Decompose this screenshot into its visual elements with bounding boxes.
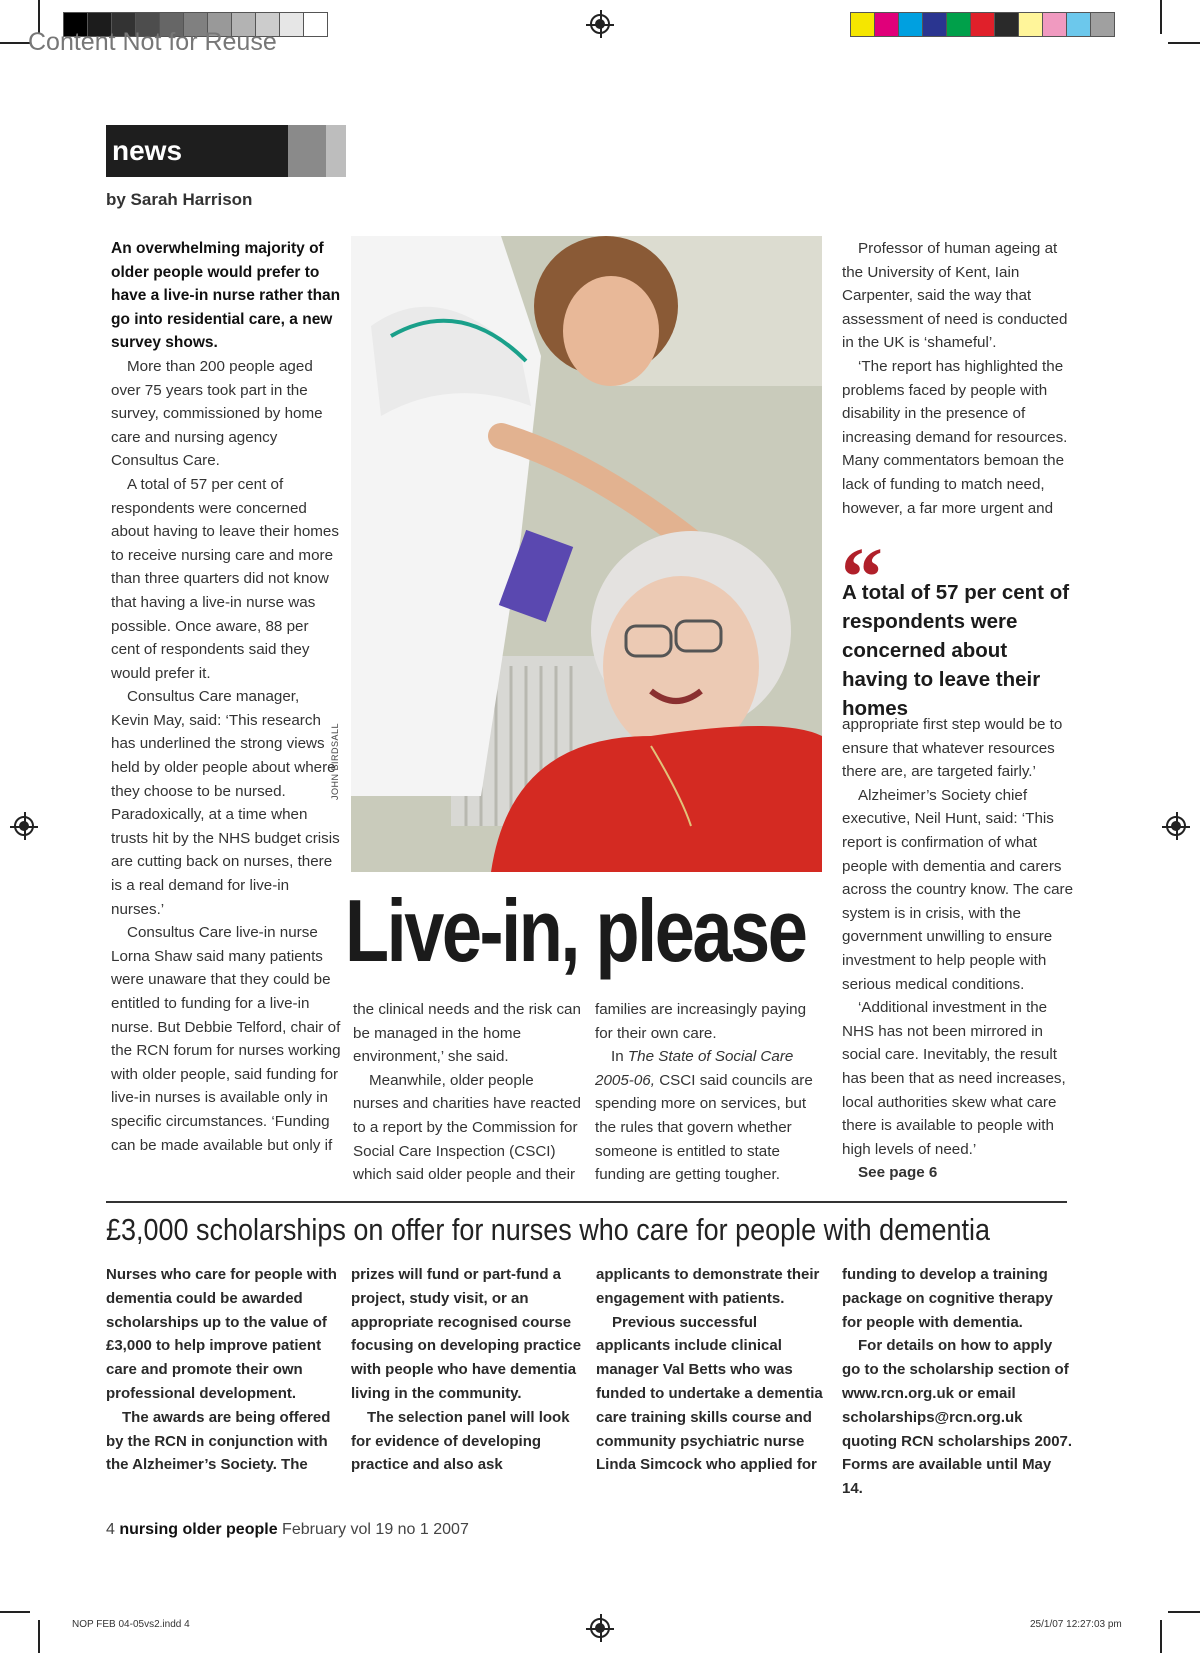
color-swatch — [898, 12, 923, 37]
second-article-column-1 — [106, 1263, 338, 1477]
color-swatch — [1042, 12, 1067, 37]
body-paragraph: Meanwhile, older people nurses and charities have reacted to a report by the Commission for Social Care Inspection (CSCI) which said older people and their — [353, 1071, 581, 1184]
crop-mark — [1168, 1611, 1200, 1613]
body-paragraph: the clinical needs and the risk can be managed in the home environment,’ she said. — [353, 1001, 581, 1066]
color-swatch — [922, 12, 947, 37]
text-run: CSCI said councils are spending more on services, but the rules that govern whether someone is entitled to state funding are getting tougher. — [595, 1071, 813, 1184]
registration-mark-top-icon — [590, 14, 610, 34]
photo-credit: JOHN BIRDSALL — [330, 722, 340, 800]
body-paragraph: ‘Additional investment in the NHS has not been mirrored in social care. Inevitably, the result has been that as need increases, local authorities skew what care there is available to people with high levels of need.’ — [842, 999, 1066, 1158]
watermark: Content Not for Reuse — [28, 28, 277, 56]
body-paragraph: families are increasingly paying for their own care. — [595, 1001, 807, 1042]
second-article-column-3 — [596, 1263, 828, 1477]
second-article-column-2 — [351, 1263, 583, 1477]
color-swatch — [874, 12, 899, 37]
second-article-column-4 — [842, 1263, 1074, 1501]
banner-grey-block — [288, 125, 326, 177]
body-paragraph: funding to develop a training package on cognitive therapy for people with dementia. — [842, 1266, 1053, 1331]
registration-mark-left-icon — [14, 816, 34, 836]
lead-paragraph: An overwhelming majority of older people would prefer to have a live-in nurse rather than go into residential care, a new survey shows. — [111, 240, 341, 352]
grey-swatch — [279, 12, 304, 37]
body-paragraph: More than 200 people aged over 75 years took part in the survey, commissioned by home care and nursing agency Consultus Care. — [111, 357, 323, 470]
body-paragraph: The awards are being offered by the RCN in conjunction with the Alzheimer’s Society. The — [106, 1408, 331, 1474]
crop-mark — [1168, 42, 1200, 44]
see-page-text: See page 6 — [858, 1164, 938, 1182]
article-column-1 — [111, 237, 341, 1157]
nurse-brushing-hair-illustration — [351, 236, 822, 872]
crop-mark — [1160, 0, 1162, 34]
pull-quote: A total of 57 per cent of respondents were concerned about having to leave their homes — [842, 581, 1070, 720]
grey-swatch — [303, 12, 328, 37]
body-paragraph: appropriate first step would be to ensure that whatever resources there are, are targeted fairly.’ — [842, 716, 1063, 781]
color-swatch — [946, 12, 971, 37]
page-number: 4 — [106, 1521, 115, 1538]
article-column-4-bottom — [842, 713, 1074, 1185]
body-paragraph: The selection panel will look for evidence of developing practice and also ask — [351, 1408, 570, 1474]
body-paragraph: A total of 57 per cent of respondents were concerned about having to leave their homes to receive nursing care and more than three quarters did not know that having a live-in nurse was possible. Once aware, 88 per cent of respondents said they would prefer it. — [111, 475, 339, 682]
body-paragraph: Professor of human ageing at the University of Kent, Iain Carpenter, said the way that assessment of need is conducted in the UK is ‘shameful’. — [842, 240, 1068, 352]
magazine-name: nursing older people — [119, 1521, 278, 1538]
color-swatch — [1090, 12, 1115, 37]
issue-info: February vol 19 no 1 2007 — [282, 1521, 469, 1538]
article-column-3 — [595, 998, 825, 1187]
body-paragraph: Consultus Care live-in nurse Lorna Shaw said many patients were unaware that they could be entitled to funding for a live-in nurse. But Debbie Telford, chair of the RCN forum for nurses working with older people, said funding for live-in nurses is available only in specific circumstances. ‘Funding can be made available but only if — [111, 924, 341, 1154]
byline: by Sarah Harrison — [106, 190, 253, 209]
text-run: In — [611, 1048, 628, 1066]
folio — [106, 1521, 469, 1539]
crop-mark — [1160, 1620, 1162, 1653]
article-photo — [351, 236, 822, 872]
report-title: The State of Social Care 2005-06, — [595, 1048, 794, 1089]
article-column-4-top — [842, 237, 1072, 520]
body-paragraph: Previous successful applicants include clinical manager Val Betts who was funded to undertake a dementia care training skills course and community psychiatric nurse Linda Simcock who applied for — [596, 1313, 823, 1474]
body-paragraph: Consultus Care manager, Kevin May, said: ‘This research has underlined the strong views held by older people about where they choose to be nursed. Paradoxically, at a time when trusts hit by the NHS budget crisis are cutting back on nurses, there is a real demand for live-in nurses.’ — [111, 688, 340, 918]
body-paragraph: ‘The report has highlighted the problems faced by people with disability in the presence of increasing demand for resources. Many commentators bemoan the lack of funding to match need, however, a far more urgent and — [842, 357, 1068, 517]
body-paragraph: prizes will fund or part-fund a project, study visit, or an appropriate recognised course focusing on developing practice with people who have dementia living in the community. — [351, 1266, 582, 1402]
slug-date: 25/1/07 12:27:03 pm — [1030, 1619, 1122, 1630]
second-article-headline: £3,000 scholarships on offer for nurses who care for people with dementia — [106, 1212, 991, 1247]
section-label: news — [106, 125, 288, 177]
slug-file: NOP FEB 04-05vs2.indd 4 — [72, 1619, 190, 1630]
color-swatch — [1018, 12, 1043, 37]
crop-mark — [0, 42, 30, 44]
registration-mark-bottom-icon — [590, 1618, 610, 1638]
see-page-link — [842, 1161, 1074, 1185]
registration-mark-right-icon — [1166, 816, 1186, 836]
body-paragraph: For details on how to apply go to the scholarship section of www.rcn.org.uk or email scholarships@rcn.org.uk quoting RCN scholarships 2007. Forms are available until May 14. — [842, 1337, 1073, 1498]
body-paragraph: applicants to demonstrate their engagement with patients. — [596, 1266, 820, 1307]
color-swatch — [970, 12, 995, 37]
crop-mark — [0, 1611, 30, 1613]
color-swatches — [851, 12, 1115, 37]
banner-light-block — [326, 125, 346, 177]
section-divider — [106, 1201, 1067, 1203]
article-column-2 — [353, 998, 583, 1187]
color-swatch — [994, 12, 1019, 37]
body-paragraph: Alzheimer’s Society chief executive, Neil Hunt, said: ‘This report is confirmation of what people with dementia and carers across the country know. The care system is in crisis, with the government unwilling to ensure investment to help people with serious medical conditions. — [842, 786, 1074, 993]
color-swatch — [850, 12, 875, 37]
quote-mark-icon: “ — [841, 531, 883, 624]
body-paragraph — [595, 1045, 825, 1187]
color-swatch — [1066, 12, 1091, 37]
headline: Live-in, please — [345, 881, 806, 980]
section-banner — [106, 125, 346, 177]
crop-mark — [38, 1620, 40, 1653]
body-paragraph: Nurses who care for people with dementia could be awarded scholarships up to the value of £3,000 to help improve patient care and promote their own professional development. — [106, 1266, 337, 1402]
